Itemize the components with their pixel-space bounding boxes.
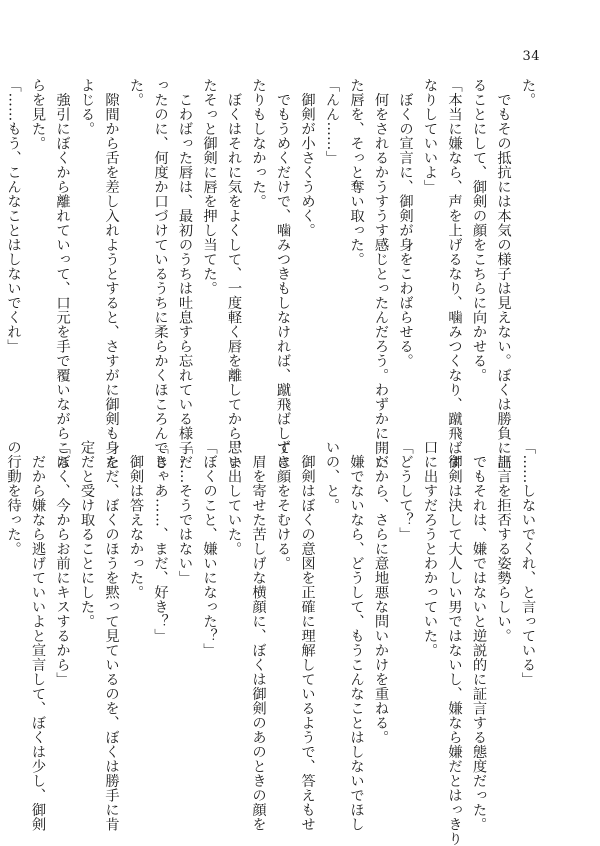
- text-line: こわばった唇は、最初のうちは吐息すら忘れている様子だ: [177, 78, 193, 470]
- text-line: らを見た。: [30, 78, 46, 151]
- text-line: 「どうして？」: [397, 440, 414, 542]
- text-line: 御剣はぼくの意図を正確に理解しているようで、答えもせ: [299, 440, 316, 832]
- text-line: だから嫌なら逃げていいよと宣言して、ぼくは少し、御剣: [30, 440, 46, 832]
- text-line: 御剣が小さくうめく。: [299, 78, 316, 238]
- text-line: 証言を拒否する姿勢らしい。: [495, 440, 512, 643]
- text-line: の行動を待った。: [5, 440, 22, 556]
- text-block-lower: [5, 440, 540, 846]
- text-line: 嫌でないなら、どうして、もうこんなことはしないでほし: [348, 440, 365, 832]
- text-line: よじる。: [79, 78, 95, 136]
- text-line: ったのに、何度か口づけているうちに柔らかくほころんでき: [152, 78, 169, 470]
- text-line: でもうめくだけで、噛みつきもしなければ、蹴飛ばしてき: [275, 78, 291, 470]
- text-line: いの、と。: [324, 440, 340, 513]
- text-line: [0, 440, 1, 790]
- text-line: 強引にぼくから離れていって、口元を手で覆いながらこち: [54, 78, 71, 470]
- text-line: 「……もう、こんなことはしないでくれ」: [5, 78, 22, 354]
- page-number: 34: [522, 49, 540, 64]
- text-line: 思い出していた。: [226, 440, 242, 556]
- text-line: 「じゃあ……、まだ、好き？」: [152, 440, 169, 643]
- text-line: 「……そうではない」: [177, 440, 193, 585]
- text-line: でもその抵抗には本気の様子は見えない。ぼくは勝負に出: [495, 78, 512, 470]
- text-line: 口に出すだろうとわかっていた。: [422, 440, 438, 658]
- text-line: なりしていいよ」: [422, 78, 438, 194]
- text-line: 定だと受け取ることにした。: [79, 440, 95, 629]
- text-block-upper: [5, 78, 540, 470]
- text-line: でもそれは、嫌ではないと逆説的に証言する態度だった。: [471, 440, 487, 832]
- text-line: た。: [520, 78, 536, 107]
- text-line: たりもしなかった。: [250, 78, 267, 209]
- text-line: 眉を寄せた苦しげな横顔に、ぼくは御剣のあのときの顔を: [250, 440, 267, 832]
- text-line: 「本当に嫌なら、声を上げるなり、噛みつくなり、蹴飛ばす: [446, 78, 463, 470]
- text-line: だから、さらに意地悪な問いかけを重ねる。: [373, 440, 389, 745]
- text-line: 隙間から舌を差し入れようとすると、さすがに御剣も身を: [103, 78, 120, 470]
- text-line: ぼくはそれに気をよくして、一度軽く唇を離してから、ま: [226, 78, 242, 470]
- text-line: た。: [128, 78, 144, 107]
- text-line: たそっと御剣に唇を押し当てた。: [201, 78, 218, 296]
- text-line: 御剣は答えなかった。: [128, 440, 144, 600]
- text-line: 「……しないでくれ、と言っている」: [520, 440, 536, 687]
- text-line: ることにして、御剣の顔をこちらに向かせる。: [471, 78, 487, 383]
- text-line: 何をされるかうすうす感じとったんだろう。わずかに開い: [373, 78, 389, 470]
- text-line: ぼくの宣言に、御剣が身をこわばらせる。: [397, 78, 414, 368]
- text-line: た唇を、そっと奪い取った。: [348, 78, 365, 267]
- text-line: ただ、ぼくのほうを黙って見ているのを、ぼくは勝手に肯: [103, 440, 120, 832]
- text-line: 「ぼく、今からお前にキスするから」: [54, 440, 71, 687]
- text-line: 「んん……」: [324, 78, 340, 165]
- text-line: ずに顔をそむける。: [275, 440, 291, 571]
- text-line: 「ぼくのこと、嫌いになった？」: [201, 440, 218, 658]
- text-line: 御剣は決して大人しい男ではないし、嫌なら嫌だとはっきり: [446, 440, 463, 846]
